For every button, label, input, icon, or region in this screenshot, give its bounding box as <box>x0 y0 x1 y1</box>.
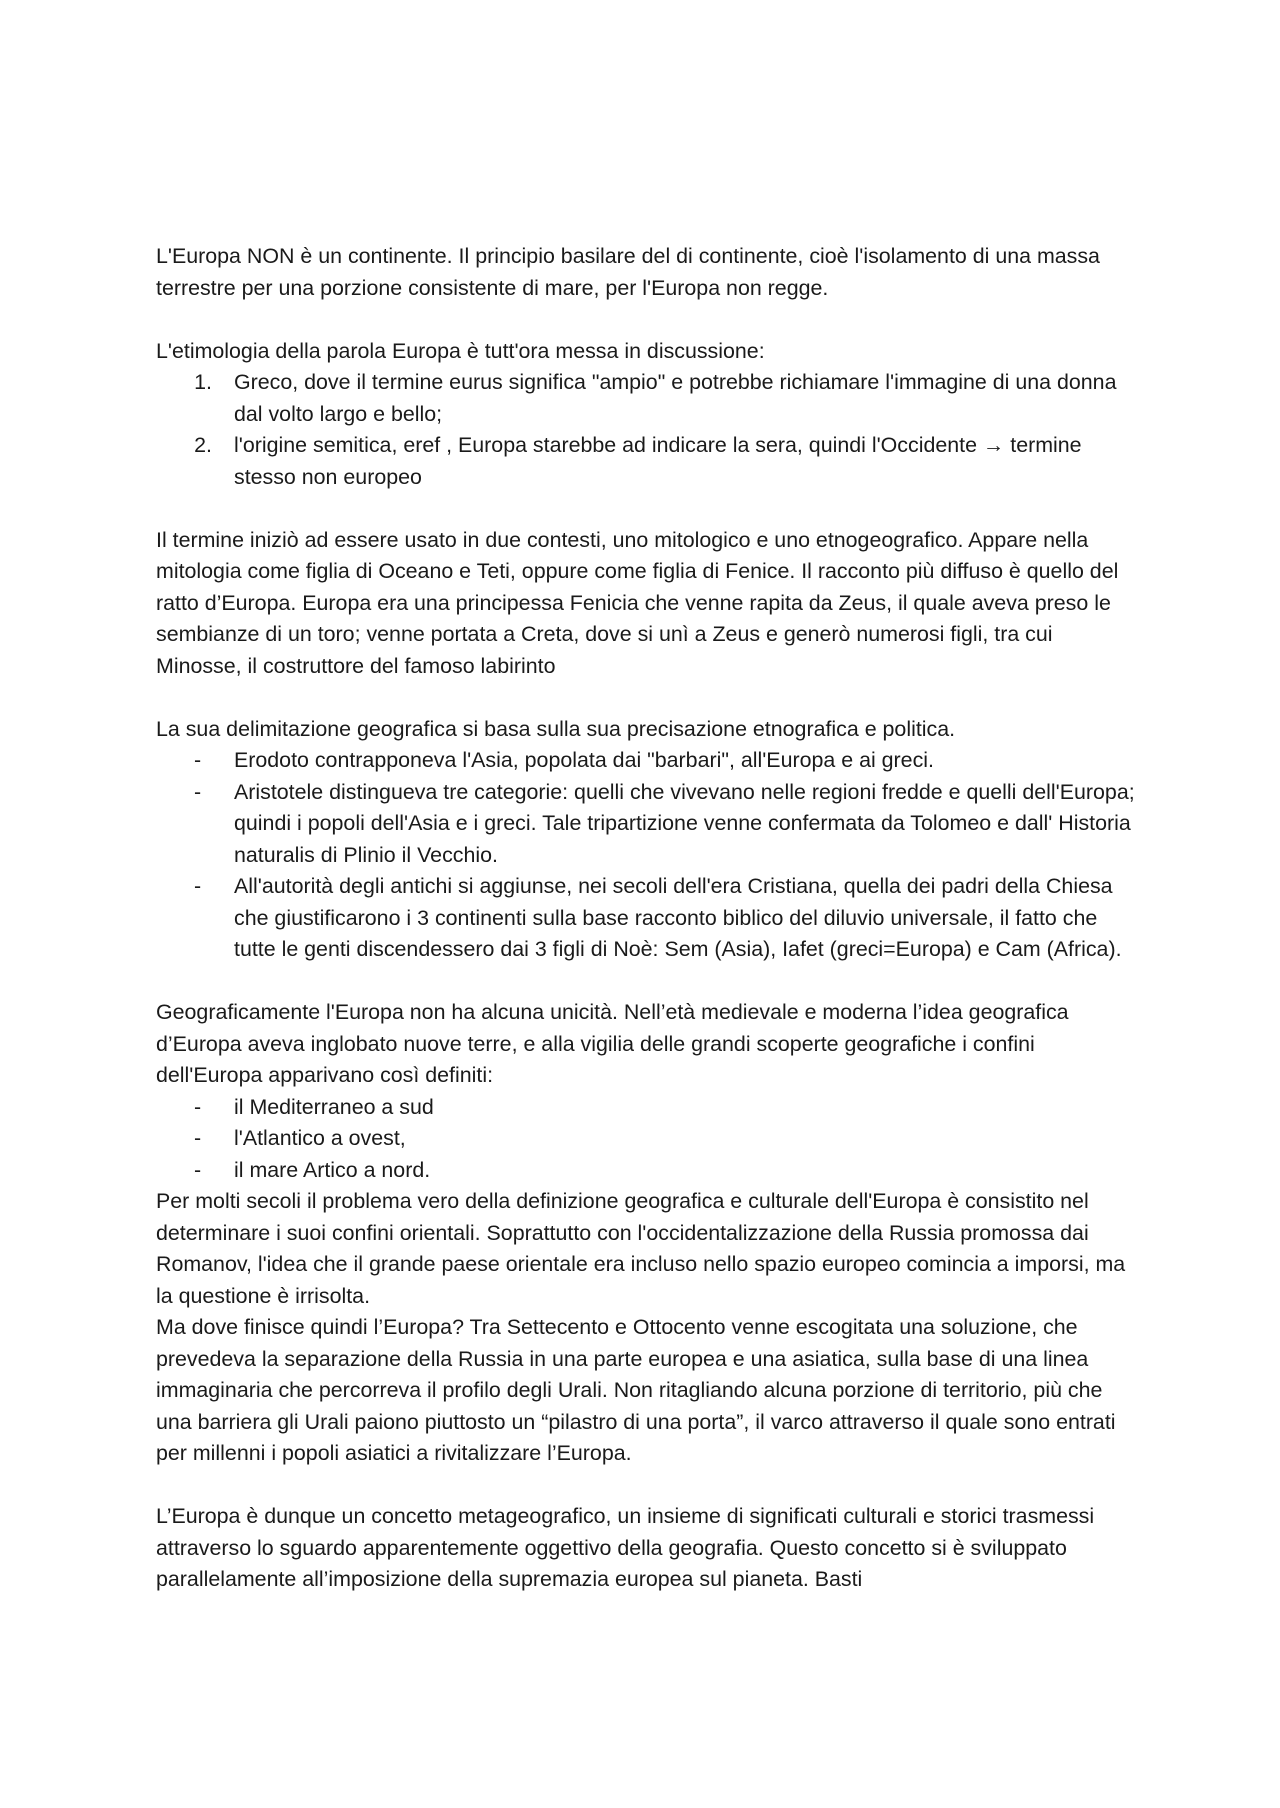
paragraph-geography: Geograficamente l'Europa non ha alcuna unicità. Nell’età medievale e moderna l’idea geografica d’Europa aveva inglobato nuove terre, e alla vigilia delle grandi scoperte geografiche i confini dell'Europa apparivano così definiti: <box>156 1000 1069 1087</box>
paragraph-gap <box>156 493 1136 525</box>
list-dash: - <box>194 1157 202 1182</box>
list-item-text: l'Atlantico a ovest, <box>234 1126 406 1150</box>
paragraph-mythology: Il termine iniziò ad essere usato in due contesti, uno mitologico e uno etnogeografico. Appare nella mitologia come figlia di Oceano e Teti, oppure come figlia di Fenice. Il racconto più diffuso è quello del ratto d’Europa. Europa era una principessa Fenicia che venne rapita da Zeus, il quale aveva preso le sembianze di un toro; venne portata a Creta, dove si unì a Zeus e generò numerosi figli, tra cui Minosse, il costruttore del famoso labirinto <box>156 527 1119 678</box>
list-item <box>156 871 1136 966</box>
paragraph-delimitation: La sua delimitazione geografica si basa sulla sua precisazione etnografica e politica. <box>156 716 956 741</box>
list-item-text: il mare Artico a nord. <box>234 1157 431 1182</box>
list-dash: - <box>194 1094 202 1119</box>
list-dash: - <box>194 1126 202 1150</box>
list-item-text: l'origine semitica, eref , Europa starebbe ad indicare la sera, quindi l'Occidente → termine stesso non europeo <box>234 433 1082 489</box>
list-dash: - <box>194 779 202 804</box>
paragraph-intro: L'Europa NON è un continente. Il principio basilare del di continente, cioè l'isolamento di una massa terrestre per una porzione consistente di mare, per l'Europa non regge. <box>156 244 1100 300</box>
paragraph-gap <box>156 1470 1136 1502</box>
list-item-text: All'autorità degli antichi si aggiunse, nei secoli dell'era Cristiana, quella dei padri della Chiesa che giustificarono i 3 continenti sulla base racconto biblico del diluvio universale, il fatto che tutte le genti discendessero dai 3 figli di Noè: Sem (Asia), Iafet (greci=Europa) e Cam (Africa). <box>234 874 1122 961</box>
etymology-list <box>156 367 1136 493</box>
paragraph-gap <box>156 966 1136 998</box>
document-page <box>156 241 1136 1596</box>
list-item <box>156 1155 1136 1187</box>
list-number: 2. <box>194 433 212 457</box>
list-item <box>156 1123 1136 1155</box>
list-item <box>156 367 1136 430</box>
list-dash: - <box>194 874 202 898</box>
paragraph-metageography: L’Europa è dunque un concetto metageografico, un insieme di significati culturali e storici trasmessi attraverso lo sguardo apparentemente oggettivo della geografia. Questo concetto si è sviluppato parallelamente all’imposizione della supremazia europea sul pianeta. Basti <box>156 1504 1095 1591</box>
paragraph-urals: Ma dove finisce quindi l’Europa? Tra Settecento e Ottocento venne escogitata una soluzione, che prevedeva la separazione della Russia in una parte europea e una asiatica, sulla base di una linea immaginaria che percorreva il profilo degli Urali. Non ritagliando alcuna porzione di territorio, più che una barriera gli Urali paiono piuttosto un “pilastro di una porta”, il varco attraverso il quale sono entrati per millenni i popoli asiatici a rivitalizzare l’Europa. <box>156 1315 1116 1465</box>
list-item-text: Aristotele distingueva tre categorie: quelli che vivevano nelle regioni fredde e quelli dell'Europa; quindi i popoli dell'Asia e i greci. Tale tripartizione venne confermata da Tolomeo e dall' Historia naturalis di Plinio il Vecchio. <box>234 779 1135 867</box>
list-dash: - <box>194 748 202 772</box>
paragraph-gap <box>156 682 1136 714</box>
list-item <box>156 745 1136 777</box>
list-item <box>156 430 1136 493</box>
paragraph-eastern-borders: Per molti secoli il problema vero della definizione geografica e culturale dell'Europa è consistito nel determinare i suoi confini orientali. Soprattutto con l'occidentalizzazione della Russia promossa dai Romanov, l'idea che il grande paese orientale era incluso nello spazio europeo comincia a imporsi, ma la questione è irrisolta. <box>156 1189 1126 1308</box>
list-item-text: Erodoto contrapponeva l'Asia, popolata dai "barbari", all'Europa e ai greci. <box>234 748 934 772</box>
list-item <box>156 777 1136 872</box>
list-item-text: Greco, dove il termine eurus significa "ampio" e potrebbe richiamare l'immagine di una donna dal volto largo e bello; <box>234 370 1117 426</box>
list-item-text: il Mediterraneo a sud <box>234 1094 434 1119</box>
list-number: 1. <box>194 370 212 394</box>
paragraph-etymology-intro: L'etimologia della parola Europa è tutt'ora messa in discussione: <box>156 338 765 363</box>
boundaries-list <box>156 1092 1136 1187</box>
delimitation-list <box>156 745 1136 966</box>
paragraph-gap <box>156 304 1136 336</box>
list-item <box>156 1092 1136 1124</box>
